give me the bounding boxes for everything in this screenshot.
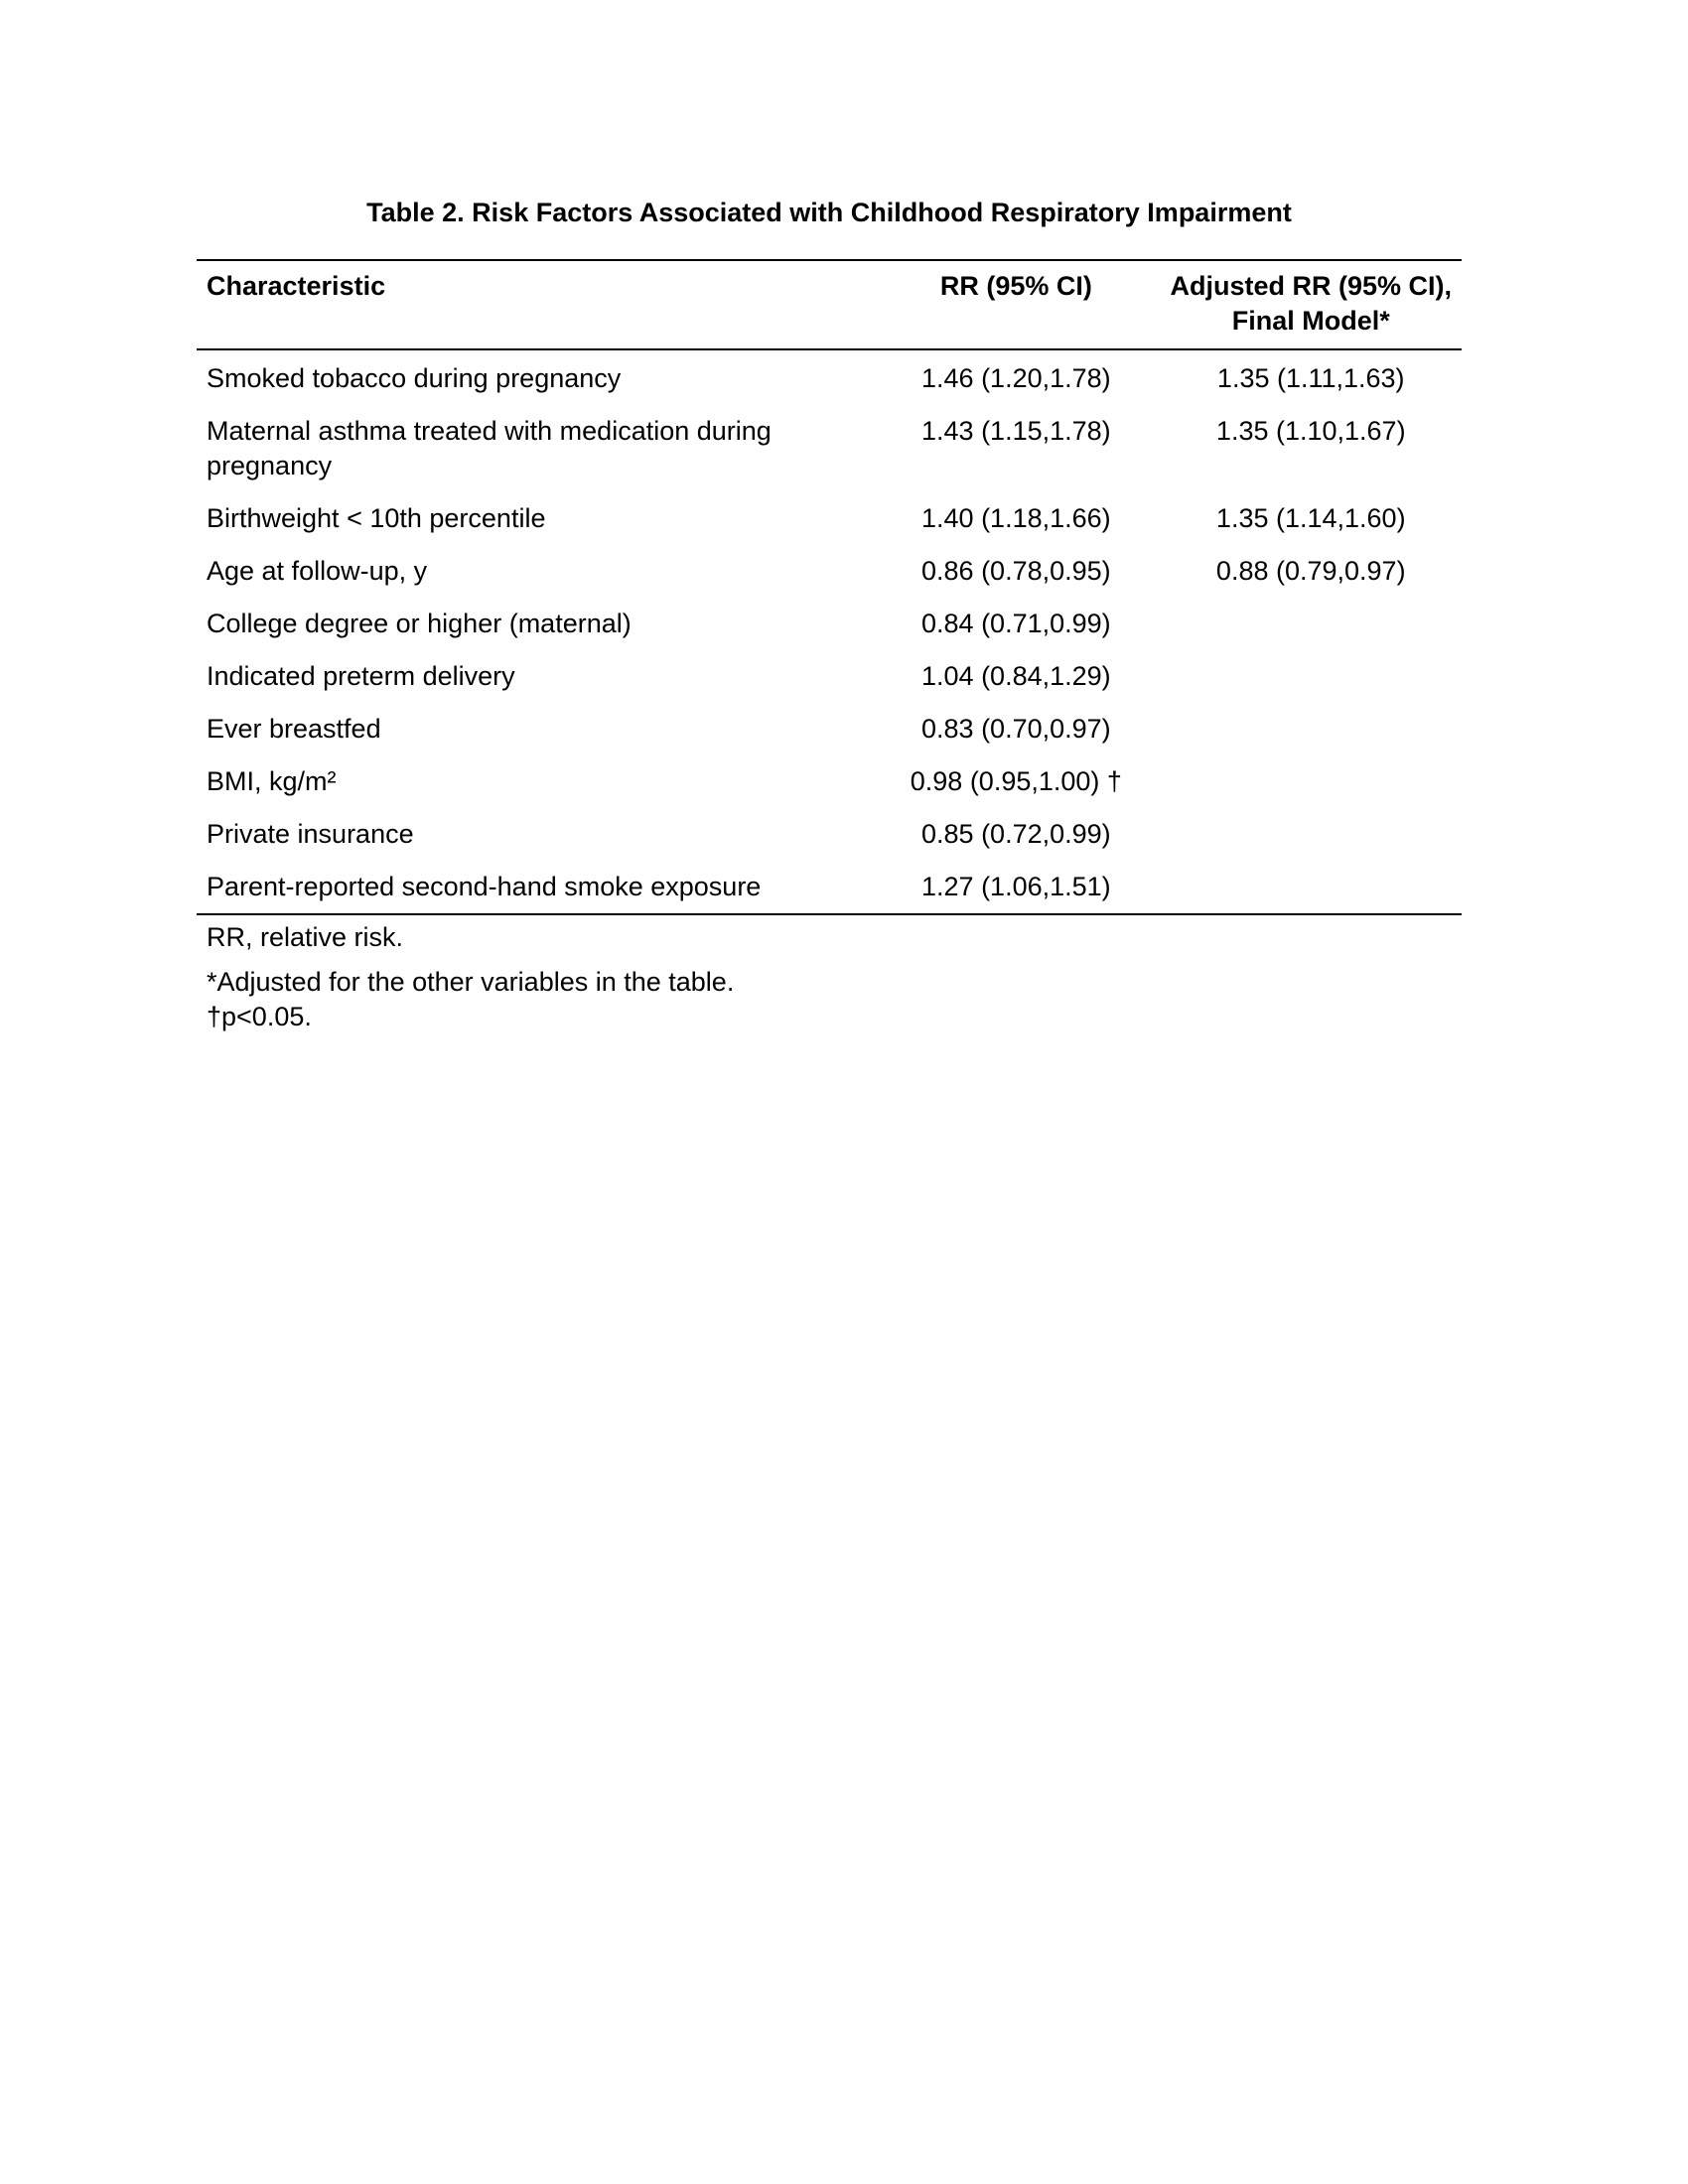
cell-adjusted-rr (1160, 861, 1462, 914)
header-characteristic: Characteristic (197, 260, 872, 349)
table-row (197, 650, 1462, 703)
cell-rr: 0.83 (0.70,0.97) (921, 714, 1111, 744)
cell-characteristic: Maternal asthma treated with medication during pregnancy (207, 416, 772, 480)
table-row (197, 349, 1462, 405)
cell-adjusted-rr (1160, 598, 1462, 650)
footnote-significance: †p<0.05. (207, 1002, 312, 1031)
table-row (197, 861, 1462, 914)
cell-adjusted-rr: 1.35 (1.14,1.60) (1215, 503, 1406, 533)
table-footnotes (207, 920, 734, 1034)
table-row (197, 545, 1462, 598)
cell-rr: 0.84 (0.71,0.99) (921, 609, 1111, 638)
cell-rr: 1.04 (0.84,1.29) (921, 661, 1111, 691)
table-row (197, 405, 1462, 492)
cell-adjusted-rr (1160, 808, 1462, 861)
cell-adjusted-rr: 0.88 (0.79,0.97) (1215, 556, 1406, 586)
cell-adjusted-rr: 1.35 (1.10,1.67) (1215, 416, 1406, 446)
table-header-row (197, 260, 1462, 349)
table-row (197, 755, 1462, 808)
table-row (197, 703, 1462, 755)
header-adjusted-rr: Adjusted RR (95% CI), Final Model* (1160, 260, 1462, 349)
cell-adjusted-rr: 1.35 (1.11,1.63) (1216, 363, 1405, 393)
table-title: Table 2. Risk Factors Associated with Childhood Respiratory Impairment (366, 198, 1292, 227)
cell-rr: 0.86 (0.78,0.95) (921, 556, 1111, 586)
cell-adjusted-rr (1160, 755, 1462, 808)
table-row (197, 808, 1462, 861)
header-rr: RR (95% CI) (872, 260, 1160, 349)
cell-adjusted-rr (1160, 703, 1462, 755)
cell-rr: 1.46 (1.20,1.78) (921, 363, 1111, 393)
table-row (197, 598, 1462, 650)
cell-rr: 1.27 (1.06,1.51) (872, 861, 1160, 914)
table-row (197, 492, 1462, 545)
cell-characteristic: Age at follow-up, y (207, 556, 428, 586)
cell-characteristic: Indicated preterm delivery (207, 661, 515, 691)
cell-characteristic: Birthweight < 10th percentile (207, 503, 546, 533)
cell-characteristic: BMI, kg/m² (207, 766, 337, 796)
cell-rr: 1.40 (1.18,1.66) (921, 503, 1111, 533)
cell-characteristic: Parent-reported second-hand smoke exposure (197, 861, 872, 914)
risk-factors-table (197, 259, 1462, 915)
table-body (197, 349, 1462, 914)
cell-characteristic: College degree or higher (maternal) (207, 609, 632, 638)
cell-adjusted-rr (1160, 650, 1462, 703)
cell-characteristic: Smoked tobacco during pregnancy (207, 363, 622, 393)
cell-rr: 1.43 (1.15,1.78) (921, 416, 1111, 446)
cell-rr: 0.98 (0.95,1.00) † (910, 766, 1122, 796)
cell-characteristic: Private insurance (207, 819, 414, 849)
footnote-adjusted: *Adjusted for the other variables in the table. (207, 967, 735, 997)
cell-characteristic: Ever breastfed (207, 714, 381, 744)
cell-rr: 0.85 (0.72,0.99) (921, 819, 1111, 849)
footnote-abbreviation: RR, relative risk. (207, 922, 404, 952)
